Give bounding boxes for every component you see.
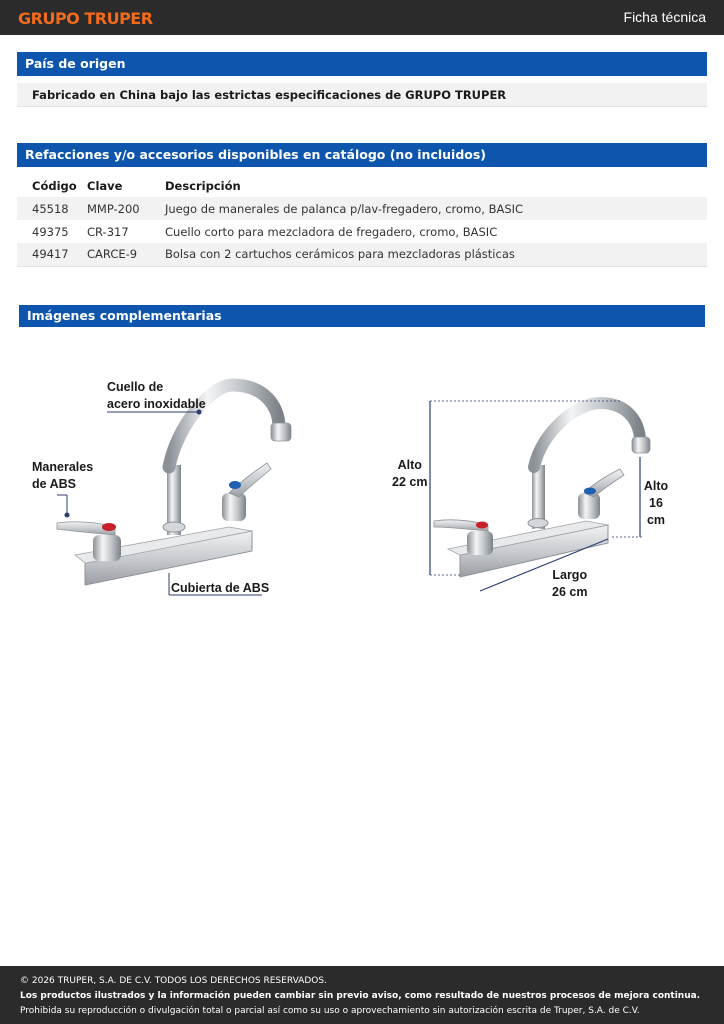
part-code: 45518 [17, 197, 87, 220]
cover-label: Cubierta de ABS [171, 581, 270, 595]
brand-logo: GRUPO TRUPER [18, 9, 153, 28]
spout-height-label-line1: Alto [643, 479, 669, 493]
neck-label-line1: Cuello de [107, 380, 164, 394]
neck-label-line2: acero inoxidable [107, 397, 206, 411]
part-key: CARCE-9 [87, 243, 165, 266]
part-key: MMP-200 [87, 197, 165, 220]
origin-section-header: País de origen [17, 52, 707, 76]
copyright-text: © 2026 TRUPER, S.A. DE C.V. TODOS LOS DERECHOS RESERVADOS. [20, 976, 327, 986]
part-description: Cuello corto para mezcladora de fregadero, cromo, BASIC [165, 224, 498, 239]
handles-label [32, 459, 93, 493]
spout-height-label [640, 478, 672, 529]
part-description: Bolsa con 2 cartuchos cerámicos para mezcladoras plásticas [165, 243, 707, 266]
hot-indicator [476, 522, 488, 529]
table-row [17, 197, 707, 220]
hot-indicator [102, 523, 116, 531]
document-type: Ficha técnica [623, 9, 706, 25]
handles-label-line1: Manerales [32, 460, 94, 474]
table-row [17, 220, 707, 243]
part-key: CR-317 [87, 224, 129, 239]
images-section-header: Imágenes complementarias [19, 305, 705, 327]
length-label [552, 567, 587, 601]
top-bar [0, 0, 724, 35]
complementary-images [17, 345, 707, 615]
handles-label-line2: de ABS [32, 477, 76, 491]
spout-height-label-line2: 16 cm [646, 496, 666, 527]
cold-indicator [584, 488, 596, 495]
reproduction-notice: Prohibida su reproducción o divulgación total o parcial así como su uso o aprovechamiento sin autorización escrita de Truper, S.A. de C.V. [20, 1006, 640, 1016]
table-row [17, 243, 707, 266]
parts-table-header [17, 173, 707, 197]
total-height-label [392, 457, 427, 491]
column-header-code: Código [32, 179, 77, 193]
parts-table [17, 173, 707, 267]
length-label-line1: Largo [552, 568, 588, 582]
faucet-features-image [17, 345, 317, 615]
neck-label [107, 379, 206, 413]
total-height-label-line2: 22 cm [392, 475, 428, 489]
cold-indicator [229, 481, 241, 489]
parts-section-header: Refacciones y/o accesorios disponibles en catálogo (no incluidos) [17, 143, 707, 167]
part-code: 49417 [17, 243, 87, 266]
footer [0, 966, 724, 1024]
origin-text: Fabricado en China bajo las estrictas especificaciones de GRUPO TRUPER [17, 83, 707, 107]
length-label-line2: 26 cm [552, 585, 588, 599]
column-header-description: Descripción [165, 179, 241, 193]
column-header-key: Clave [87, 179, 123, 193]
total-height-label-line1: Alto [397, 458, 422, 472]
disclaimer-text: Los productos ilustrados y la información pueden cambiar sin previo aviso, como resultado de nuestros procesos de mejora continua. [20, 991, 701, 1001]
part-description: Juego de manerales de palanca p/lav-fregadero, cromo, BASIC [165, 197, 707, 220]
part-code: 49375 [32, 224, 69, 239]
faucet-dimensions-image [372, 345, 672, 615]
